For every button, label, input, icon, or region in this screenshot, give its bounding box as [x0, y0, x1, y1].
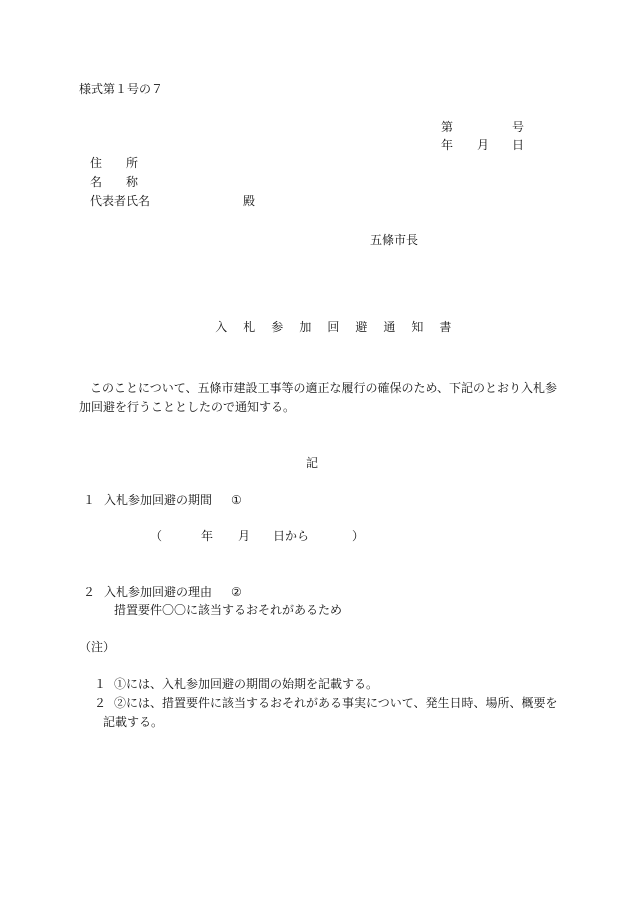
- item2-number: ２: [83, 585, 96, 599]
- item1-day-from: 日から: [273, 529, 310, 543]
- doc-number-suffix: 号: [512, 120, 525, 134]
- title-char: 入: [215, 320, 228, 334]
- item1-month: 月: [238, 529, 251, 543]
- form-number: 様式第１号の７: [79, 82, 164, 96]
- title-char: 避: [355, 320, 368, 334]
- title-char: 札: [243, 320, 256, 334]
- address-label: 住 所: [90, 156, 139, 170]
- name-label: 名 称: [90, 175, 139, 189]
- date-year: 年: [441, 138, 454, 152]
- item2-label: 入札参加回避の理由: [104, 585, 213, 599]
- note1-text: ①には、入札参加回避の期間の始期を記載する。: [114, 677, 379, 691]
- note2-text-line2: 記載する。: [103, 715, 164, 729]
- issuer: 五條市長: [370, 233, 419, 247]
- item2-reason: 措置要件〇〇に該当するおそれがあるため: [114, 603, 343, 617]
- title-char: 回: [327, 320, 340, 334]
- date-day: 日: [512, 138, 525, 152]
- title-char: 書: [439, 320, 452, 334]
- item1-year: 年: [201, 529, 214, 543]
- document-title: [200, 306, 451, 348]
- doc-number-prefix: 第: [441, 120, 454, 134]
- item1-mark: ①: [231, 493, 242, 507]
- title-char: 参: [271, 320, 284, 334]
- note2-text-line1: ②には、措置要件に該当するおそれがある事実について、発生日時、場所、概要を: [114, 696, 558, 710]
- item2-mark: ②: [231, 585, 242, 599]
- item1-paren-open: （: [150, 529, 163, 543]
- date-month: 月: [477, 138, 490, 152]
- representative-label: 代表者氏名: [90, 194, 151, 208]
- note2-number: ２: [94, 696, 107, 710]
- title-char: 通: [383, 320, 396, 334]
- ki-heading: 記: [306, 456, 319, 470]
- body-line-1: このことについて、五條市建設工事等の適正な履行の確保のため、下記のとおり入札参: [90, 381, 558, 395]
- note1-number: １: [94, 677, 107, 691]
- title-char: 知: [411, 320, 424, 334]
- title-char: 加: [299, 320, 312, 334]
- notes-heading: （注）: [79, 640, 116, 654]
- item1-label: 入札参加回避の期間: [104, 493, 213, 507]
- honorific: 殿: [243, 194, 256, 208]
- item1-number: １: [83, 493, 96, 507]
- item1-paren-close: ）: [352, 529, 365, 543]
- body-line-2: 加回避を行うこととしたので通知する。: [79, 400, 296, 414]
